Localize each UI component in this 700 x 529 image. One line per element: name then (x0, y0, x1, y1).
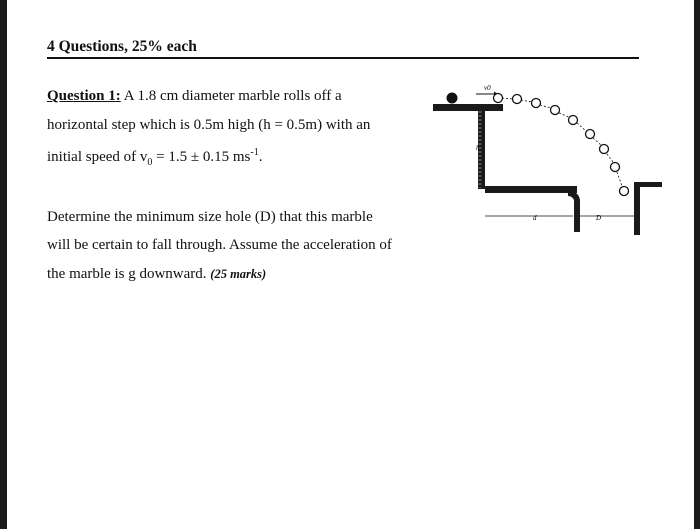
task-text-3: the marble is g downward. (47, 265, 211, 282)
marble-start (447, 93, 458, 104)
question-line-3 (47, 139, 422, 178)
question-label: Question 1 (47, 88, 116, 104)
task-line-2: will be certain to fall through. Assume the acceleration of (47, 237, 392, 253)
trajectory-marble (532, 99, 541, 108)
question-block (47, 82, 422, 288)
d-label: d (533, 214, 537, 222)
trajectory-marble (620, 187, 629, 196)
trajectory-marble (586, 130, 595, 139)
trajectory-dashes (502, 98, 622, 186)
top-step-surface (433, 104, 503, 111)
lower-floor (485, 186, 577, 193)
trajectory-marble (513, 95, 522, 104)
paragraph-gap (47, 178, 422, 203)
page-heading: 4 Questions, 25% each (47, 38, 197, 55)
question-text-1: A 1.8 cm diameter marble rolls off a (120, 88, 342, 104)
right-screen-edge (694, 0, 700, 529)
task-line-3 (47, 260, 422, 289)
D-label: D (596, 214, 602, 222)
question-line-2: horizontal step which is 0.5m high (h = 0.5m) with an (47, 116, 371, 133)
trajectory-marble (494, 94, 503, 103)
trajectory-marbles (494, 94, 629, 196)
v0-label: v0 (484, 84, 491, 92)
h-label: h (476, 144, 480, 152)
trajectory-marble (611, 163, 620, 172)
heading-underline (47, 57, 639, 59)
left-screen-edge (0, 0, 7, 529)
trajectory-marble (600, 145, 609, 154)
trajectory-marble (551, 106, 560, 115)
task-line-1: Determine the minimum size hole (D) that this marble (47, 208, 373, 225)
question-line-1 (47, 82, 422, 111)
question-text-3c: . (258, 149, 263, 165)
question-text-3a: initial speed of v (47, 149, 148, 165)
question-colon: : (115, 88, 121, 104)
right-ledge (634, 182, 662, 187)
hole-left-edge (568, 192, 580, 232)
question-text-3b: = 1.5 ± 0.15 ms (152, 149, 251, 165)
marks-label: (25 marks) (210, 266, 267, 281)
trajectory-marble (569, 116, 578, 125)
marble-step-diagram (428, 82, 668, 242)
unit-exponent: -1 (250, 147, 259, 158)
v-subscript: 0 (147, 157, 153, 168)
hole-right-wall (634, 185, 640, 235)
